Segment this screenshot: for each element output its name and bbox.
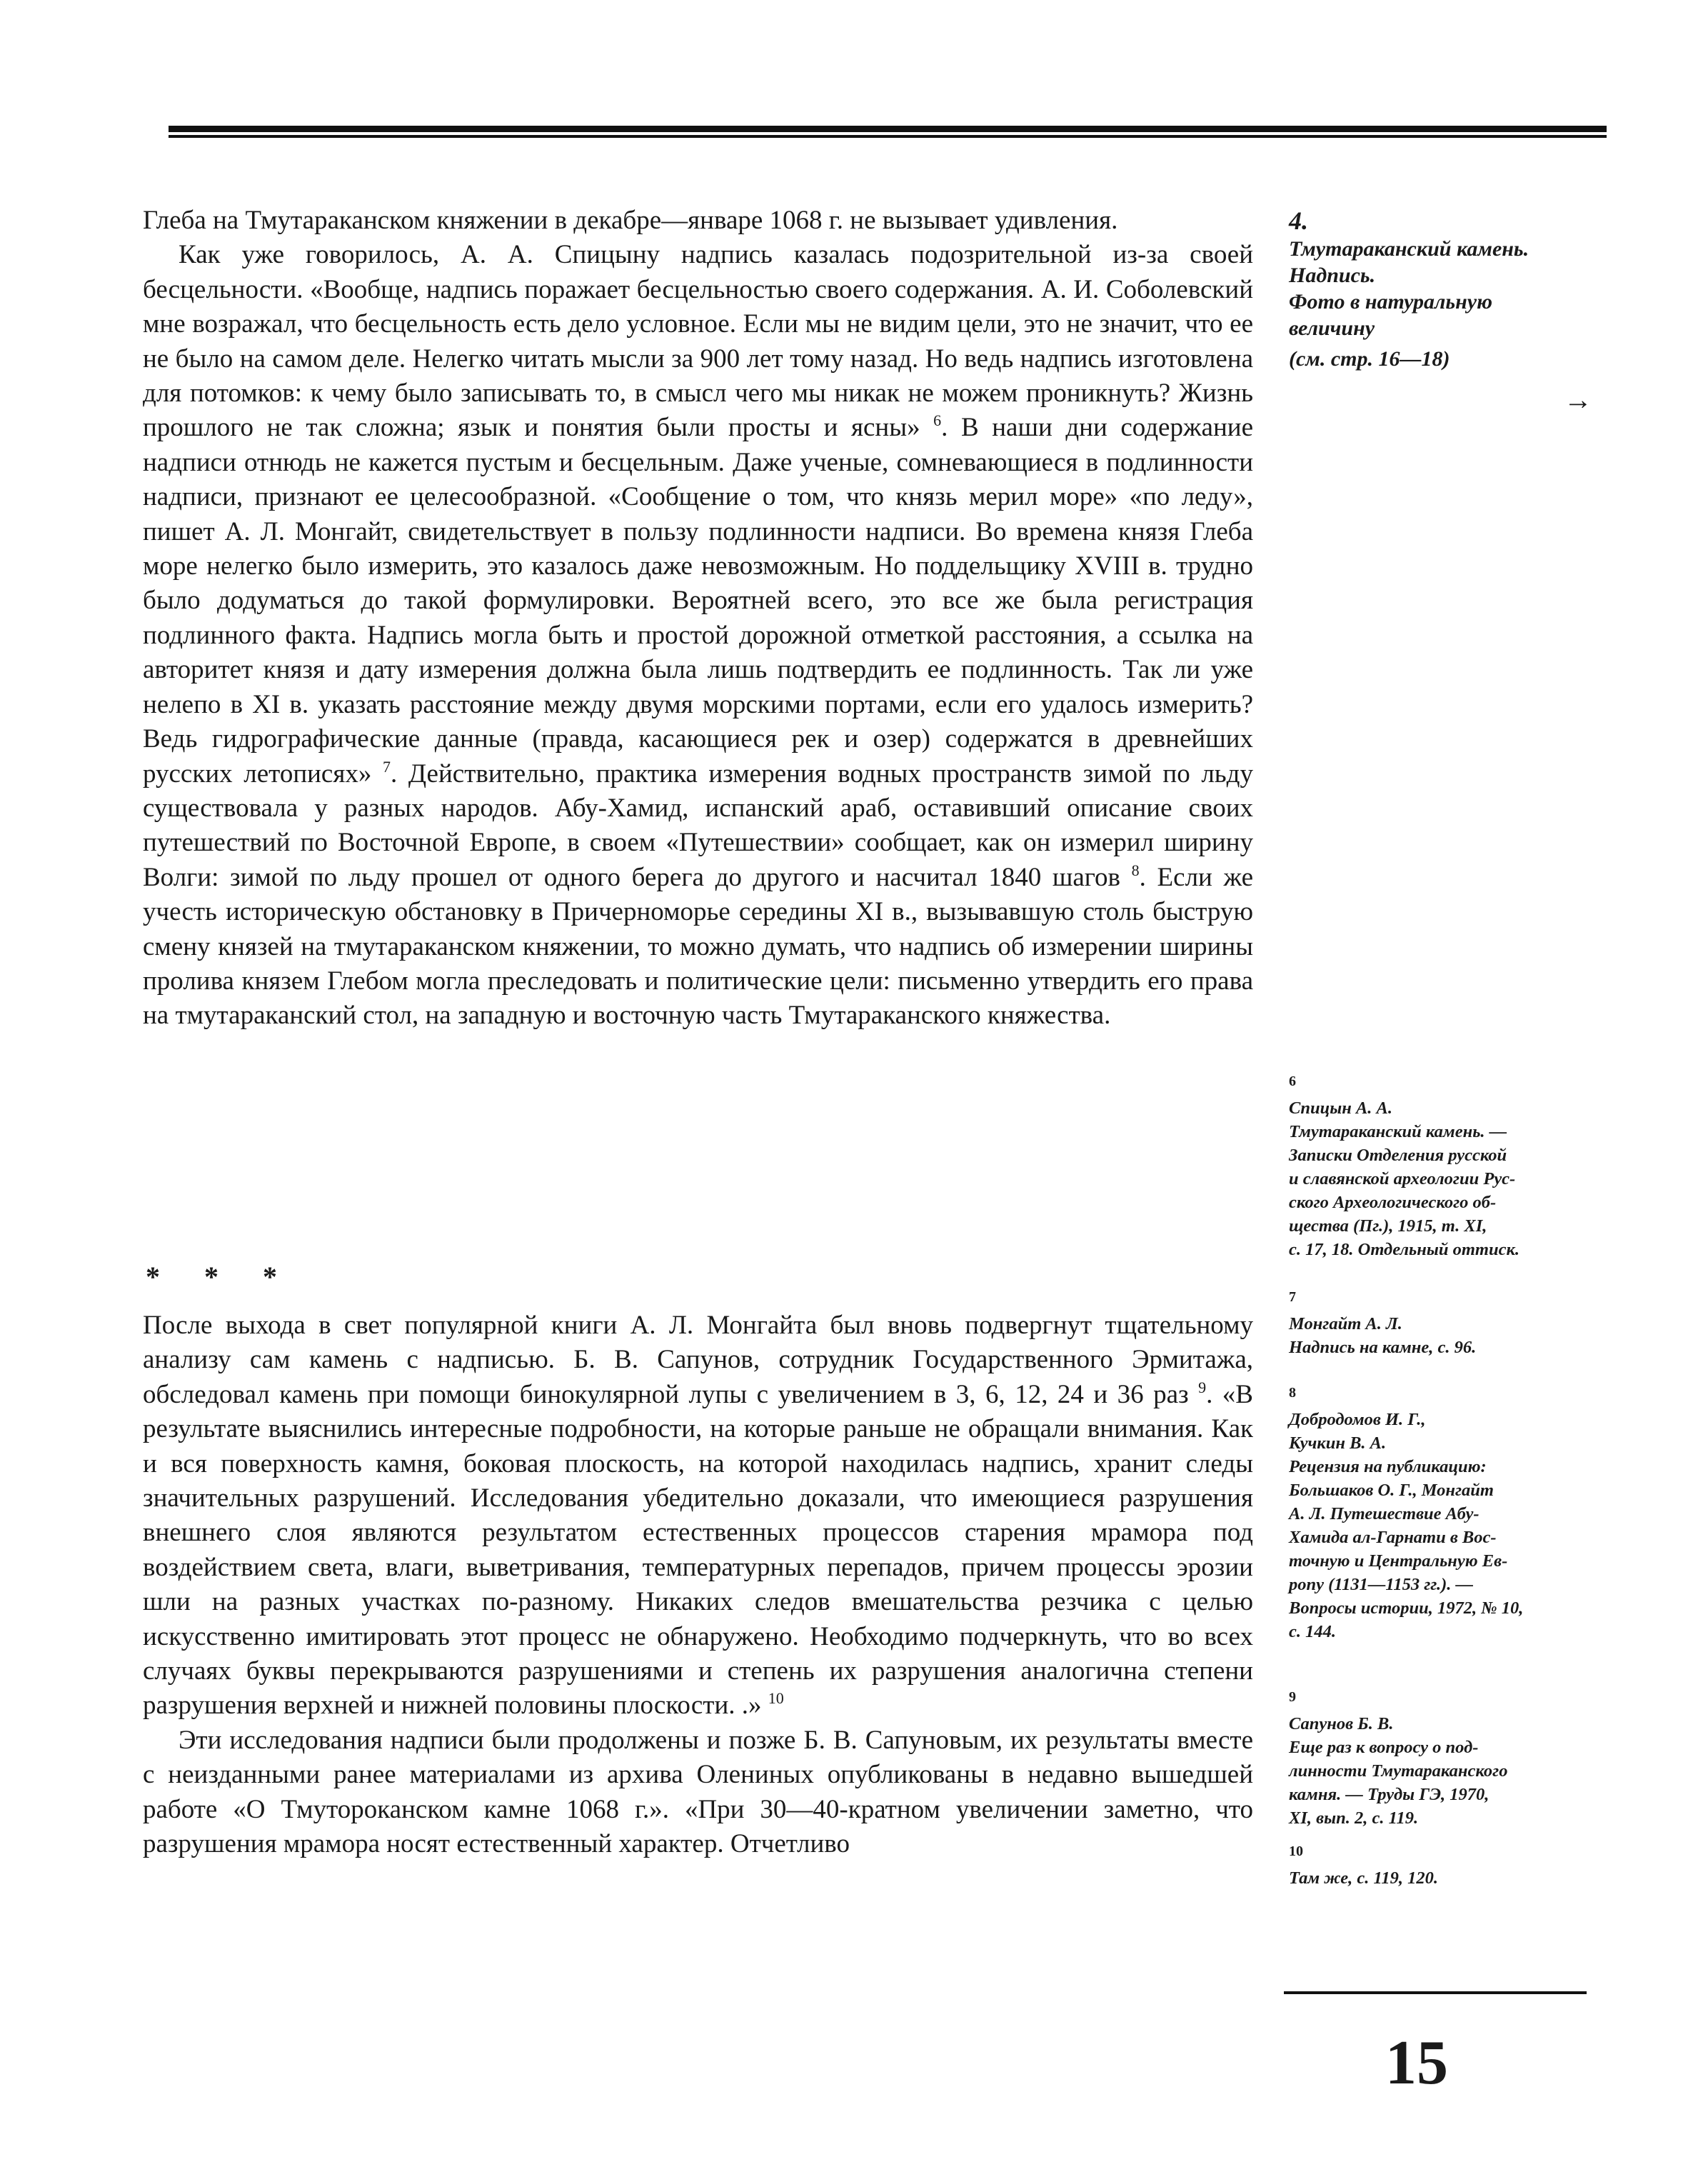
section-divider-stars: * * * <box>146 1261 296 1293</box>
footnote-line: ропу (1131—1153 гг.). — <box>1289 1575 1474 1594</box>
footnote-ref-7: 7 <box>382 757 391 776</box>
figure-caption <box>1289 206 1603 372</box>
footnote-line: щества (Пг.), 1915, т. XI, <box>1289 1216 1487 1236</box>
page-number: 15 <box>1385 2028 1448 2098</box>
paragraph-4-text: После выхода в свет популярной книги А. Л. Монгайта был вновь подвергнут тщательному анализу сам камень с надписью. Б. В. Сапунов, сотрудник Государственного Эрмитажа, обследовал камень при помощи бинокулярной лупы с увеличением в 3, 6, 12, 24 и 36 раз <box>143 1311 1253 1409</box>
paragraph-5: Эти исследования надписи были продолжены и позже Б. В. Сапуновым, их результаты вместе с неизданными ранее материалами из архива Олениных опубликованы в недавно вышедшей работе «О Тмутороканском камне 1068 г.». «При 30—40-кратном увеличении заметно, что разрушения мрамора носят естественный характер. Отчетливо <box>143 1725 1253 1859</box>
paragraph-1: Глеба на Тмутараканском княжении в декабре—январе 1068 г. не вызывает удивления. <box>143 206 1118 235</box>
paragraph-2-text: Как уже говорилось, А. А. Спицыну надпись казалась подозрительной из-за своей бесцельности. «Вообще, надпись поражает бесцельностью своего содержания. А. И. Соболевский мне возражал, что бесцельность есть дело условное. Если мы не видим цели, это не значит, что ее не было на самом деле. Нелегко читать мысли за 900 лет тому назад. Но ведь надпись изготовлена для потомков: к чему было записывать то, в смысл чего мы никак не можем проникнуть? Жизнь прошлого не так сложна; язык и понятия были просты и ясны» <box>143 240 1253 443</box>
footnote-7 <box>1289 1286 1603 1359</box>
footnote-9 <box>1289 1686 1603 1830</box>
paragraph-3-text: Действительно, практика измерения водных пространств зимой по льду существовала у разных народов. Абу-Хамид, испанский араб, оставивший описание своих путешествий по Восточной Европе, в своем «Путешествии» сообщает, как он измерил ширину Волги: зимой по льду прошел от одного берега до другого и насчитал 1840 шагов <box>143 759 1253 892</box>
footnote-number: 7 <box>1289 1289 1296 1305</box>
footnote-line: Там же, с. 119, 120. <box>1289 1868 1439 1888</box>
footnote-line: Монгайт А. Л. <box>1289 1314 1402 1333</box>
footnote-6 <box>1289 1070 1603 1261</box>
figure-caption-line-5: (см. стр. 16—18) <box>1289 347 1450 371</box>
footnote-number: 9 <box>1289 1689 1296 1705</box>
footnote-line: Тмутараканский камень. — <box>1289 1122 1507 1141</box>
paragraph-2: Как уже говорилось, А. А. Спицыну надпись казалась подозрительной из-за своей бесцельности. «Вообще, надпись поражает бесцельностью своего содержания. А. И. Соболевский мне возражал, что бесцельность есть дело условное. Если мы не видим цели, это не значит, что ее не было на самом деле. Нелегко читать мысли за 900 лет тому назад. Но ведь надпись изготовлена для потомков: к чему было записывать то, в смысл чего мы никак не можем проникнуть? Жизнь прошлого не так сложна; язык и понятия были просты и ясны» $^6$. В наши дни содержание надписи отнюдь не кажется пустым и бесцельным. Даже ученые, сомневающиеся в подлинности надписи, признают ее целесообразной. «Сообщение о том, что князь мерил море» «по леду», пишет А. Л. Монгайт, свидетельствует в пользу подлинности надписи. Во времена князя Глеба море нелегко было измерить, это казалось даже невозможным. Но поддельщику XVIII в. трудно было додуматься до такой формулировки. Вероятней всего, это все же была регистрация подлинного факта. Надпись могла быть и простой дорожной отметкой расстояния, а ссылка на авторитет князя и дату измерения должна была лишь подтвердить ее подлинность. Так ли уже нелепо в XI в. указать расстояние между двумя морскими портами, если его удалось измерить? Ведь гидрографические данные (правда, касающиеся рек и озер) содержатся в древнейших русских летописях» $^7$. Действительно, практика измерения водных пространств зимой по льду существовала у разных народов. Абу-Хамид, испанский араб, оставивший описание своих путешествий по Восточной Европе, в своем «Путешествии» сообщает, как он измерил ширину Волги: зимой по льду прошел от одного берега до другого и насчитал 1840 шагов $^8$. Если же учесть историческую обстановку в Причерноморье середины XI в., вызывавшую столь быструю смену князей на тмутараканском княжении, то можно думать, что надпись об измерении ширины пролива князем Глебом могла преследовать и политические цели: письменно утвердить его права на тмутараканский стол, на западную и восточную часть Тмутараканского княжества. <box>143 240 1253 1031</box>
footnote-line: XI, вып. 2, с. 119. <box>1289 1808 1419 1828</box>
footnote-line: Большаков О. Г., Монгайт <box>1289 1481 1494 1500</box>
footnote-line: Хамида ал-Гарнати в Вос- <box>1289 1528 1497 1547</box>
footnote-line: с. 144. <box>1289 1622 1336 1641</box>
footnote-ref-9: 9 <box>1198 1378 1207 1396</box>
footnote-ref-6: 6 <box>933 411 942 430</box>
paragraph-2-cont: . В наши дни содержание надписи отнюдь не кажется пустым и бесцельным. Даже ученые, сомневающиеся в подлинности надписи, признают ее целесообразной. «Сообщение о том, что князь мерил море» «по леду», пишет А. Л. Монгайт, свидетельствует в пользу подлинности надписи. Во времена князя Глеба море нелегко было измерить, это казалось даже невозможным. Но поддельщику XVIII в. трудно было додуматься до такой формулировки. Вероятней всего, это все же была регистрация подлинного факта. Надпись могла быть и простой дорожной отметкой расстояния, а ссылка на авторитет князя и дату измерения должна была лишь подтвердить ее подлинность. Так ли уже нелепо в XI в. указать расстояние между двумя морскими портами, если его удалось измерить? Ведь гидрографические данные (правда, касающиеся рек и озер) содержатся в древнейших русских летописях» <box>143 413 1253 789</box>
footnote-line: и славянской археологии Рус- <box>1289 1169 1516 1188</box>
figure-caption-line-1: Тмутараканский камень. <box>1289 237 1529 261</box>
footnote-ref-10: 10 <box>768 1689 784 1708</box>
footnote-line: Спицын А. А. <box>1289 1098 1393 1118</box>
paragraph-3-cont: . Если же учесть историческую обстановку в Причерноморье середины XI в., вызывавшую столь быструю смену князей на тмутараканском княжении, то можно думать, что надпись об измерении ширины пролива князем Глебом могла преследовать и политические цели: письменно утвердить его права на тмутараканский стол, на западную и восточную часть Тмутараканского княжества. <box>143 862 1253 1031</box>
figure-caption-line-2: Надпись. <box>1289 264 1376 287</box>
footnote-line: камня. — Труды ГЭ, 1970, <box>1289 1785 1490 1804</box>
paragraph-4 <box>143 1308 1253 1723</box>
footnote-number: 8 <box>1289 1385 1296 1401</box>
top-rule <box>169 126 1607 138</box>
main-text-column-2 <box>143 1308 1253 1862</box>
footnote-line: Рецензия на публикацию: <box>1289 1457 1487 1476</box>
footnote-line: Кучкин В. А. <box>1289 1433 1387 1453</box>
figure-caption-line-3: Фото в натуральную <box>1289 290 1492 314</box>
footnote-line: с. 17, 18. Отдельный оттиск. <box>1289 1240 1519 1259</box>
footnote-line: Записки Отделения русской <box>1289 1146 1507 1165</box>
footnote-line: линности Тмутараканского <box>1289 1761 1508 1781</box>
footnote-line: Надпись на камне, с. 96. <box>1289 1338 1477 1357</box>
footnote-line: ского Археологического об- <box>1289 1193 1497 1212</box>
footnote-line: Сапунов Б. В. <box>1289 1714 1394 1733</box>
footnote-ref-8: 8 <box>1131 861 1140 879</box>
main-text-column <box>143 204 1253 1034</box>
footnote-number: 6 <box>1289 1074 1296 1089</box>
arrow-right-icon: → <box>1564 384 1592 416</box>
footnote-line: Добродомов И. Г., <box>1289 1410 1426 1429</box>
footnote-line: Еще раз к вопросу о под- <box>1289 1738 1479 1757</box>
footnote-line: А. Л. Путешествие Абу- <box>1289 1504 1480 1523</box>
figure-caption-line-4: величину <box>1289 316 1375 340</box>
figure-number: 4. <box>1289 206 1308 235</box>
footnote-line: точную и Центральную Ев- <box>1289 1551 1508 1571</box>
footnote-8 <box>1289 1381 1603 1643</box>
footnote-line: Вопросы истории, 1972, № 10, <box>1289 1598 1524 1618</box>
bottom-rule <box>1284 1991 1587 1994</box>
footnote-number: 10 <box>1289 1843 1303 1859</box>
footnote-10 <box>1289 1840 1603 1890</box>
paragraph-4-cont: . «В результате выяснились интересные подробности, на которые раньше не обращали внимания. Как и вся поверхность камня, боковая плоскость, на которой находилась надпись, хранит следы значительных разрушений. Исследования убедительно доказали, что имеющиеся разрушения внешнего слоя являются результатом естественных процессов старения мрамора под воздействием света, влаги, выветривания, температурных перепадов, причем процессы эрозии шли на разных участках по-разному. Никаких следов вмешательства резчика с целью искусственно имитировать этот процесс не обнаружено. Необходимо подчеркнуть, что во всех случаях буквы перекрываются разрушениями и степень их разрушения аналогична степени разрушения верхней и нижней половины плоскости. .» <box>143 1379 1253 1721</box>
